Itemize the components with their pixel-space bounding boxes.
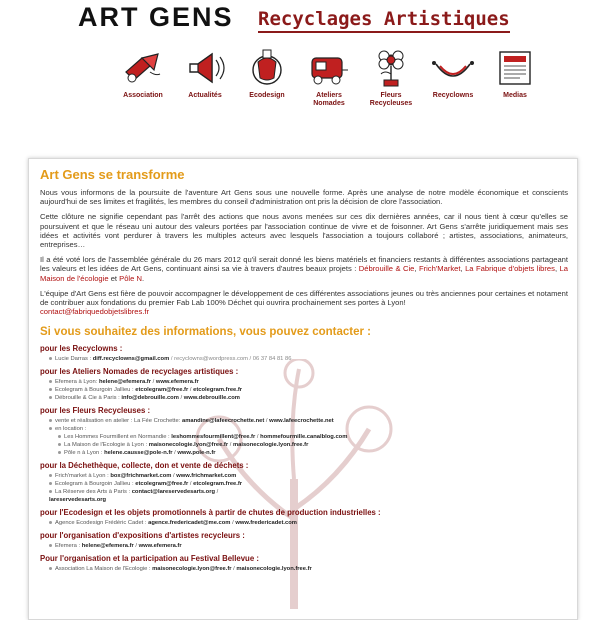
paragraph: Nous vous informons de la poursuite de l'aventure Art Gens sous une nouvelle forme. Après une analyse de notre modèle économique et conscients aujourd'hui de ses limites et fragilités, les membres du conseil d'administration ont pris la décision de clore l'association. [40,188,568,207]
email-link[interactable]: maisonecologie.lyon@free.fr [152,566,232,573]
separator: / [151,379,156,386]
clown-smile-icon [430,48,476,88]
nav-label: Fleurs Recycleuses [369,92,413,107]
list-item [40,449,568,457]
workshop-caravan-icon [306,48,352,88]
list-item [40,441,568,449]
loudspeaker-icon [182,48,228,88]
paragraph-text: Il a été voté lors de l'assemblée générale du 26 mars 2012 qu'il serait donné les biens matériels et financiers restants à différentes associations partageant les valeurs et les idées de Art Gens, continuant ainsi sa vie à travers d'autres beaux projets : [40,255,568,274]
separator: , [554,264,560,274]
separator: / [172,450,178,457]
web-link[interactable]: etcolegram.free.fr [193,481,243,488]
list-item [40,417,568,425]
group-title: pour l'Ecodesign et les objets promotionnels à partir de chutes de production industrielles : [40,508,381,518]
contact-name: vente et réalisation en atelier : La Fée Crochette: [55,418,182,425]
paragraph-text: L'équipe d'Art Gens est fière de pouvoir accompagner le développement de ces différentes associations jeunes ou très anciennes pour certaines et notament de contribuer aux fondations du premier Fab Lab 100% Déchet qui ouvrira prochainement ses portes à Lyon! [40,288,568,308]
bullet-icon [49,474,52,477]
web-link[interactable]: www.frichmarket.com [176,473,237,480]
contact-name: Efemera à Lyon: [55,379,99,386]
separator: / [188,387,194,394]
link-pole-n[interactable]: Pôle N [119,273,142,283]
nav-item-association[interactable] [112,48,174,100]
web-link[interactable]: maisonecologie.lyon.free.fr [232,442,309,449]
list-item [40,480,568,488]
bullet-icon [58,443,61,446]
content-panel [28,158,578,620]
web-link[interactable]: www.efemera.fr [138,543,182,550]
group-title: pour les Fleurs Recycleuses : [40,406,151,416]
email-link[interactable]: agence.fredericadet@me.com [148,520,231,527]
web-link[interactable]: www.debrouille.com [183,395,240,402]
web-link[interactable]: etcolegram.free.fr [193,387,243,394]
contact-group-expositions [40,531,568,550]
web-link[interactable]: www.fredericadet.com [235,520,297,527]
contact-heading: Si vous souhaitez des informations, vous pouvez contacter : [40,326,372,339]
separator: . [141,273,145,283]
contact-name: Ecolegram à Bourgoin Jallieu : [55,387,136,394]
nav-item-actualites[interactable] [174,48,236,100]
bullet-icon [49,521,52,524]
contact-group-ecodesign [40,508,568,527]
nav-item-ateliers-nomades[interactable] [298,48,360,108]
site-logo[interactable]: ART GENS [78,2,234,32]
email-link[interactable]: info@debrouille.com [121,395,179,402]
list-item [40,496,568,504]
nav-label: Medias [503,92,527,99]
bullet-icon [49,388,52,391]
email-link[interactable]: etcolegram@free.fr [135,387,189,394]
list-item [40,378,568,386]
contact-email-link[interactable]: contact@fabriquedobjetslibres.fr [40,307,150,317]
bottle-lamp-icon [244,48,290,88]
nav-label: Recyclowns [432,92,474,99]
link-debrouille[interactable]: Débrouille & Cie [358,264,415,274]
web-link[interactable]: lareservedesarts.org [49,497,107,504]
separator: / [133,543,139,550]
bullet-icon [58,435,61,438]
list-item [40,565,568,573]
web-link[interactable]: www.lafeecrochette.net [269,418,334,425]
nav-item-medias[interactable] [484,48,546,100]
email-link[interactable]: diff.recyclowns@gmail.com [92,356,170,363]
group-title: pour la Déchethèque, collecte, don et vente de déchets : [40,461,249,471]
paragraph: Cette clôture ne signifie cependant pas l'arrêt des actions que nous avons menées sur ces dix dernières années, car il nous tient à cœur qu'elles se poursuivent et que le réseau uni autour des valeurs portées par l'association continue de vivre et de foisonner. Art Gens s'arrête juridiquement mais ses idées et activités vont perdurer à travers les multiples acteurs avec lesquels l'association a toujours collaboré ; artistes, associations, animateurs, entreprises… [40,212,568,250]
contact-group-recyclowns [40,344,568,363]
group-title: pour l'organisation d'expositions d'artistes recycleurs : [40,531,245,541]
group-title: pour les Recyclowns : [40,344,123,354]
bullet-icon [49,427,52,430]
email-link[interactable]: amandine@lafeecrochette.net [181,418,265,425]
group-title: Pour l'organisation et la participation au Festival Bellevue : [40,554,259,564]
contact-name: La Maison de l'Ecologie à Lyon : [64,442,149,449]
separator: / [230,520,236,527]
email-link[interactable]: box@frichmarket.com [110,473,172,480]
bullet-icon [49,396,52,399]
link-fabrique[interactable]: La Fabrique d'objets libres [465,264,555,274]
list-item [40,355,568,363]
nav-label: Ecodesign [249,92,285,99]
separator: / [215,489,219,496]
bullet-icon [58,451,61,454]
contact-name: Débrouille & Cie à Paris : [55,395,122,402]
contact-name: Lucie Darras : [55,356,93,363]
bullet-icon [49,544,52,547]
email-link[interactable]: helene@efemera.fr [98,379,151,386]
site-tagline: Recyclages Artistiques [258,8,510,33]
separator: / [178,395,184,402]
list-item [40,425,568,433]
contact-name: en location : [55,426,87,433]
list-item [40,472,568,480]
list-item [40,433,568,441]
bullet-icon [49,357,52,360]
group-title: pour les Ateliers Nomades de recyclages artistiques : [40,367,239,377]
contact-name: Agence Ecodesign Frédéric Cadet : [55,520,149,527]
nav-label: Actualités [188,92,222,99]
nav-item-recyclowns[interactable] [422,48,484,100]
email-link[interactable]: leshommesfourmillent@free.fr [171,434,256,441]
web-link[interactable]: maisonecologie.lyon.free.fr [236,566,312,573]
contact-group-festival [40,554,568,573]
separator: / [228,442,233,449]
contact-name: Pôle n à Lyon : [64,450,105,457]
bullet-icon [49,482,52,485]
separator: , [414,264,419,274]
contact-name: Association La Maison de l'Ecologie : [55,566,153,573]
megaphone-hands-icon [120,48,166,88]
email-link[interactable]: helene.causse@pole-n.fr [104,450,173,457]
contact-name: Frich'market à Lyon : [55,473,111,480]
nav-item-ecodesign[interactable] [236,48,298,100]
contact-name: Ecolegram à Bourgoin Jallieu : [55,481,136,488]
separator: / [264,418,270,425]
paragraph [40,255,568,283]
link-frichmarket[interactable]: Frich'Market [418,264,461,274]
contact-group-fleurs [40,406,568,457]
contact-name: Les Hommes Fourmillent en Normandie : [64,434,172,441]
nav-label: Ateliers Nomades [313,92,345,107]
nav-item-fleurs-recycleuses[interactable] [360,48,422,108]
contact-name: La Réserve des Arts à Paris : [55,489,132,496]
nav-label: Association [123,92,163,99]
contact-name: Efemera : [55,543,82,550]
separator: / [171,473,177,480]
list-item [40,386,568,394]
bullet-icon [49,567,52,570]
phone-number: / 06 37 84 81 86 [247,356,292,363]
web-link[interactable]: / recyclowns@wordpress.com [169,356,248,363]
press-newspaper-icon [492,48,538,88]
separator: / [231,566,237,573]
site-header [0,0,600,150]
main-nav [112,48,552,118]
list-item [40,519,568,527]
contact-group-dechetheque [40,461,568,504]
email-link[interactable]: etcolegram@free.fr [135,481,189,488]
email-link[interactable]: contact@lareservedesarts.org [131,489,215,496]
bullet-icon [49,490,52,493]
flower-icon [368,48,414,88]
web-link[interactable]: hommefourmille.canalblog.com [260,434,348,441]
separator: et [108,273,120,283]
separator: / [255,434,261,441]
paragraph [40,289,568,317]
email-link[interactable]: helene@efemera.fr [81,543,134,550]
bullet-icon [49,419,52,422]
list-item [40,488,568,496]
web-link[interactable]: www.efemera.fr [155,379,199,386]
separator: / [188,481,194,488]
list-item [40,542,568,550]
web-link[interactable]: www.pole-n.fr [177,450,216,457]
email-link[interactable]: maisonecologie.lyon@free.fr [148,442,229,449]
link-maison-ecologie[interactable]: La Maison de l'écologie [40,264,568,283]
list-item [40,394,568,402]
separator: , [460,264,466,274]
bullet-icon [49,380,52,383]
article-title: Art Gens se transforme [40,167,185,182]
article [40,167,568,573]
contact-group-ateliers [40,367,568,402]
